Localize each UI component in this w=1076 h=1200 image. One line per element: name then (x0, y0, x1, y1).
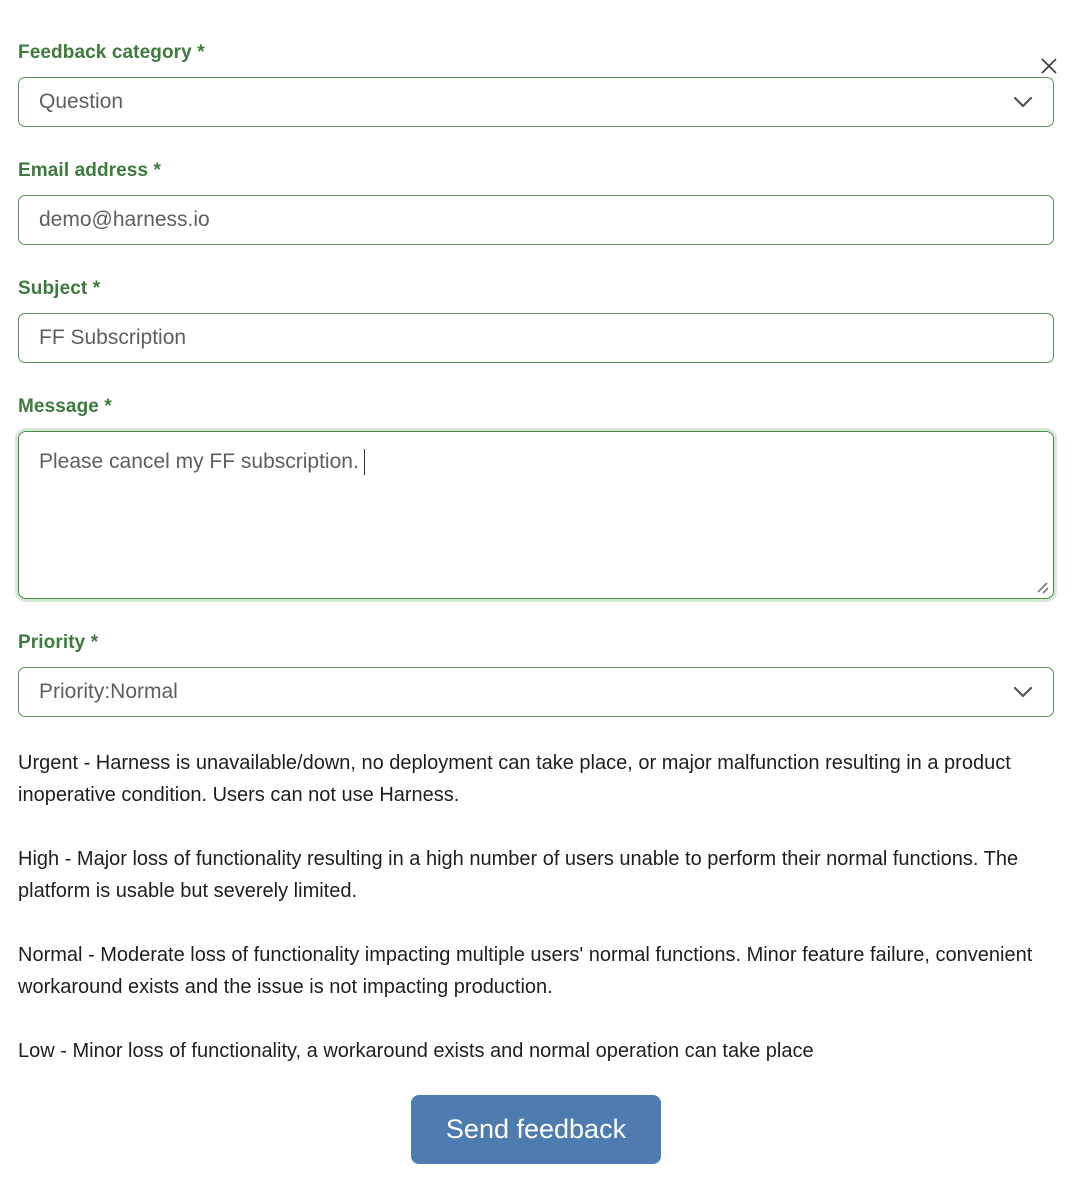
feedback-dialog (0, 42, 1076, 1200)
email-field[interactable] (18, 195, 1054, 245)
feedback-category-value: Question (39, 90, 124, 113)
email-label: Email address * (18, 160, 162, 181)
chevron-down-icon (1013, 686, 1033, 698)
send-feedback-button[interactable]: Send feedback (411, 1095, 661, 1164)
feedback-category-label: Feedback category * (18, 42, 205, 63)
feedback-category-select[interactable] (18, 77, 1054, 127)
priority-description-urgent: Urgent - Harness is unavailable/down, no deployment can take place, or major malfunction resulting in a product inoperative condition. Users can not use Harness. (18, 752, 1011, 806)
close-icon (1039, 56, 1059, 79)
text-cursor (364, 449, 366, 475)
priority-select[interactable] (18, 667, 1054, 717)
priority-value: Priority:Normal (39, 680, 178, 703)
subject-label: Subject * (18, 278, 101, 299)
chevron-down-icon (1013, 96, 1033, 108)
priority-description-low: Low - Minor loss of functionality, a workaround exists and normal operation can take place (18, 1040, 814, 1062)
message-text: Please cancel my FF subscription. (39, 450, 359, 473)
priority-description-normal: Normal - Moderate loss of functionality impacting multiple users' normal functions. Minor feature failure, convenient workaround exists and the issue is not impacting production. (18, 944, 1033, 998)
message-textarea[interactable] (18, 431, 1054, 599)
subject-field[interactable] (18, 313, 1054, 363)
resize-handle-icon[interactable] (1035, 580, 1049, 594)
priority-label: Priority * (18, 632, 99, 653)
close-button[interactable] (1036, 54, 1062, 80)
priority-description-high: High - Major loss of functionality resulting in a high number of users unable to perform their normal functions. The platform is usable but severely limited. (18, 848, 1019, 902)
submit-row (18, 1095, 1054, 1164)
message-label: Message * (18, 396, 112, 417)
